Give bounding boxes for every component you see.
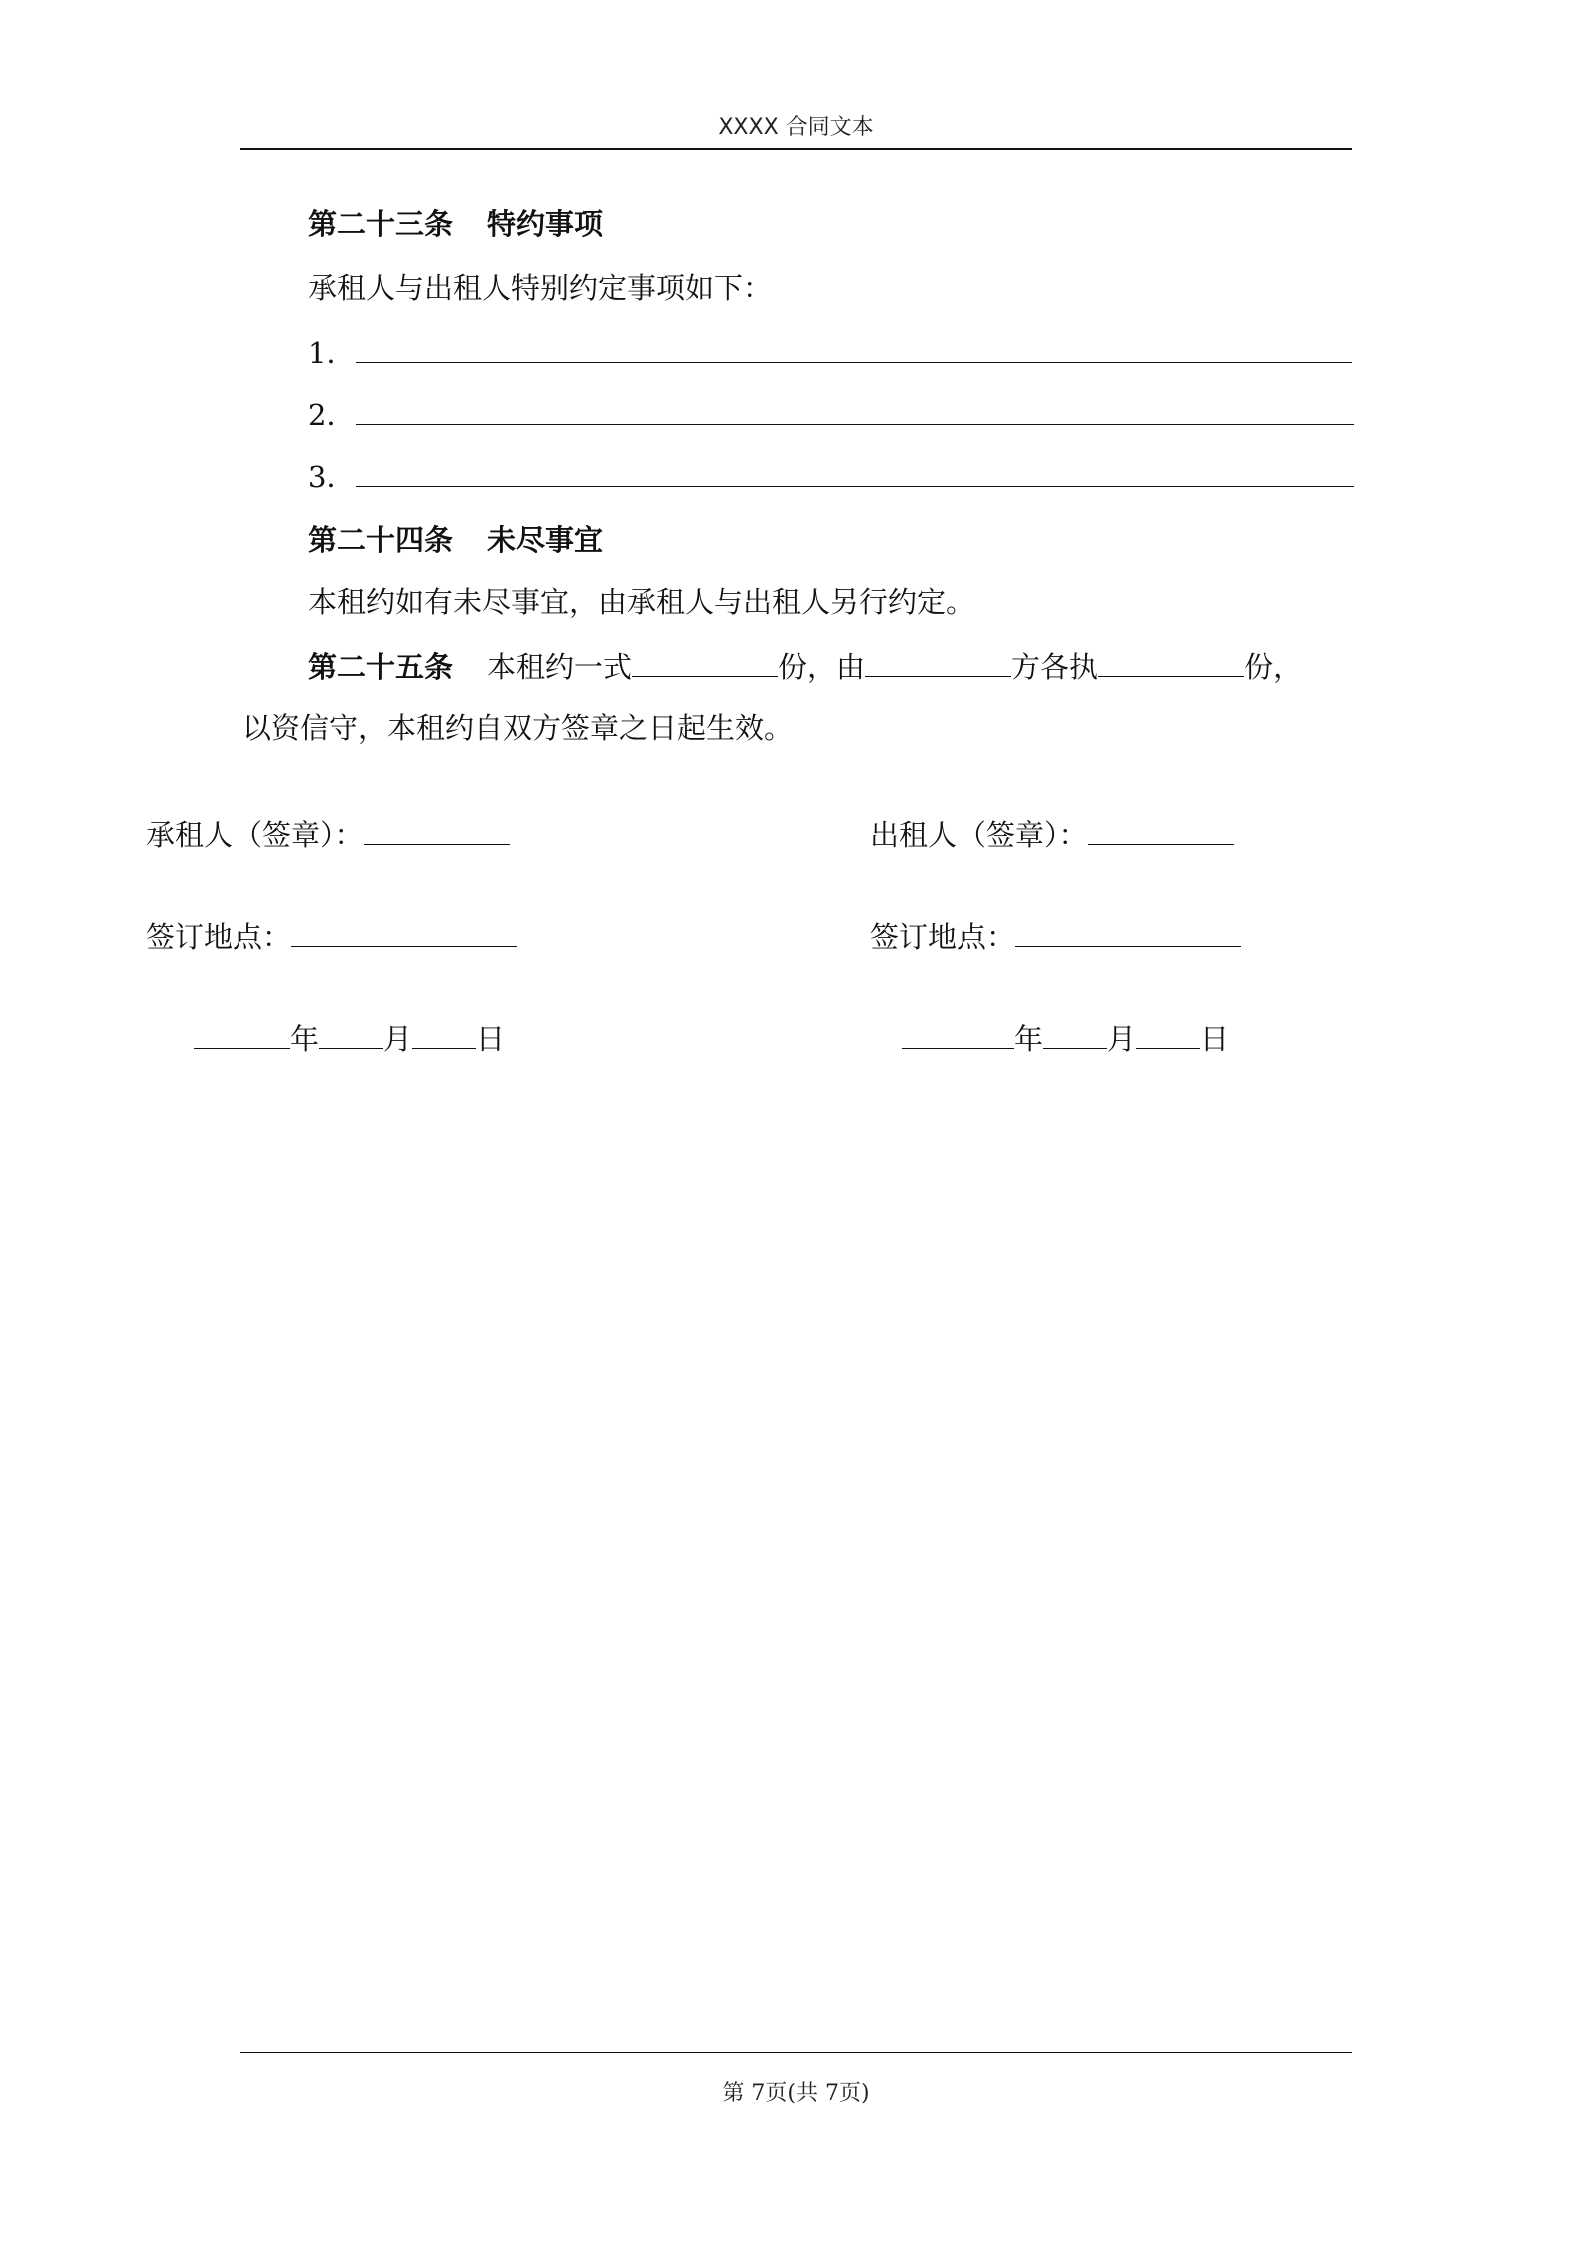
month-blank[interactable] (319, 1018, 383, 1049)
year-label: 年 (1014, 1022, 1044, 1056)
lessee-label: 承租人（签章）： (146, 818, 364, 852)
article-25-text-b: 份，由 (778, 650, 866, 684)
lessor-sign-place (870, 916, 1241, 957)
item-number: 1． (308, 336, 356, 370)
article-23-intro: 承租人与出租人特别约定事项如下： (308, 271, 773, 305)
lessor-signature (870, 814, 1234, 855)
lessor-place-blank[interactable] (1015, 916, 1241, 947)
lessee-date (194, 1018, 505, 1059)
article-25-text-a: 本租约一式 (487, 650, 633, 684)
special-item-1 (308, 332, 1352, 373)
day-blank[interactable] (412, 1018, 476, 1049)
article-23-heading (308, 204, 603, 244)
item-1-blank[interactable] (356, 332, 1352, 363)
lessor-label: 出租人（签章）： (870, 818, 1088, 852)
page-number: 第 7页(共 7页) (722, 2081, 870, 2106)
article-25-line-2: 以资信守，本租约自双方签章之日起生效。 (242, 711, 794, 745)
day-label: 日 (476, 1022, 506, 1056)
day-blank[interactable] (1136, 1018, 1200, 1049)
month-blank[interactable] (1043, 1018, 1107, 1049)
article-25-number: 第二十五条 (308, 650, 454, 684)
special-item-3 (308, 456, 1354, 497)
place-label: 签订地点： (146, 920, 292, 954)
article-25-text-d: 份， (1244, 650, 1303, 684)
day-label: 日 (1200, 1022, 1230, 1056)
item-3-blank[interactable] (356, 456, 1354, 487)
header-divider (240, 148, 1352, 150)
month-label: 月 (1107, 1022, 1137, 1056)
page-header: XXXX 合同文本 (718, 115, 874, 140)
article-24-body: 本租约如有未尽事宜，由承租人与出租人另行约定。 (308, 585, 976, 619)
article-24-number: 第二十四条 (308, 523, 454, 557)
lessee-sign-place (146, 916, 517, 957)
year-blank[interactable] (902, 1018, 1014, 1049)
footer-divider (240, 2052, 1352, 2053)
item-2-blank[interactable] (356, 394, 1354, 425)
article-25-line-1 (308, 646, 1302, 687)
copies-each-blank[interactable] (1098, 646, 1244, 677)
lessee-signature-blank[interactable] (364, 814, 510, 845)
copies-count-blank[interactable] (632, 646, 778, 677)
place-label: 签订地点： (870, 920, 1016, 954)
lessor-date (902, 1018, 1229, 1059)
article-24-title: 未尽事宜 (487, 523, 604, 557)
item-number: 3． (308, 460, 356, 494)
article-24-heading (308, 520, 603, 560)
lessor-signature-blank[interactable] (1088, 814, 1234, 845)
item-number: 2． (308, 398, 356, 432)
year-blank[interactable] (194, 1018, 290, 1049)
lessee-signature (146, 814, 510, 855)
lessee-place-blank[interactable] (291, 916, 517, 947)
month-label: 月 (383, 1022, 413, 1056)
parties-count-blank[interactable] (865, 646, 1011, 677)
article-25-text-c: 方各执 (1011, 650, 1099, 684)
year-label: 年 (290, 1022, 320, 1056)
article-23-number: 第二十三条 (308, 207, 454, 241)
article-23-title: 特约事项 (487, 207, 604, 241)
special-item-2 (308, 394, 1354, 435)
